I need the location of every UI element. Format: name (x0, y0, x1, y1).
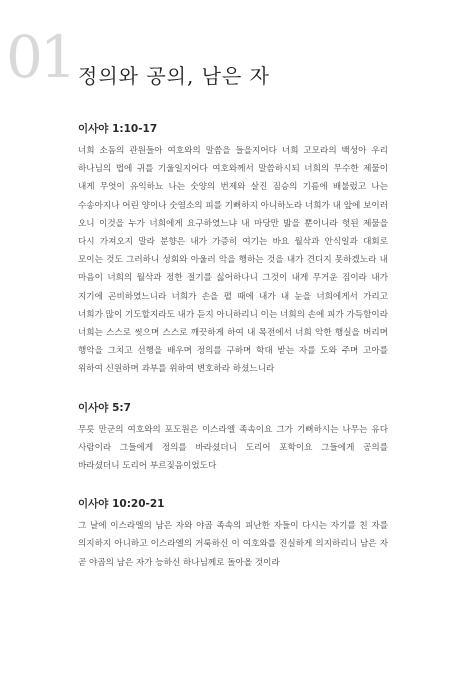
scripture-reference: 이사야 5:7 (78, 401, 131, 414)
scripture-passage: 무릇 만군의 여호와의 포도원은 이스라엘 족속이요 그가 기뻐하시는 나무는 유다 사람이라 그들에게 정의를 바라셨더니 도리어 포학이요 그들에게 공의를 바라셨더니 도리어 부르짖음이었도다 (78, 424, 388, 472)
scripture-reference: 이사야 10:20-21 (78, 498, 165, 511)
scripture-passage: 그 날에 이스라엘의 남은 자와 야곱 족속의 피난한 자들이 다시는 자기를 친 자를 의지하지 아니하고 이스라엘의 거룩하신 이 여호와를 진실하게 의지하리니 남은 자 곧 야곱의 남은 자가 능하신 하나님께로 돌아올 것이라 (78, 521, 388, 568)
chapter-number: 01 (6, 23, 74, 91)
scripture-reference: 이사야 1:10-17 (78, 123, 158, 135)
chapter-title: 정의와 공의, 남은 자 (78, 64, 270, 88)
scripture-content (78, 122, 388, 594)
scripture-section-isaiah-1 (78, 122, 388, 379)
scripture-section-isaiah-10 (78, 497, 388, 572)
scripture-passage: 너희 소돔의 관원들아 여호와의 말씀을 들을지어다 너희 고모라의 백성아 우리 하나님의 법에 귀를 기울일지어다 여호와께서 말씀하시되 너희의 무수한 제물이 내게 무엇이 유익하뇨 나는 숫양의 번제와 살진 짐승의 기름에 배불렀고 나는 수송아지나 어린 양이나 숫염소의 피를 기뻐하지 아니하노라 너희가 내 앞에 보이러 오니 이것을 누가 너희에게 요구하였느냐 내 마당만 밟을 뿐이니라 헛된 제물을 다시 가져오지 말라 분향은 내가 가증히 여기는 바요 월삭과 안식일과 대회로 모이는 것도 그러하니 성회와 아울러 악을 행하는 것을 내가 견디지 못하겠노라 내 마음이 너희의 월삭과 정한 절기를 싫어하나니 그것이 내게 무거운 짐이라 내가 지기에 곤비하였느니라 너희가 손을 펼 때에 내가 내 눈을 너희에게서 가리고 너희가 많이 기도할지라도 내가 듣지 아니하리니 이는 너희의 손에 피가 가득함이라 너희는 스스로 씻으며 스스로 깨끗하게 하여 내 목전에서 너희 악한 행실을 버리며 행악을 그치고 선행을 배우며 정의를 구하며 학대 받는 자를 도와 주며 고아를 위하여 신원하며 과부를 위하여 변호하라 하셨느니라 (78, 146, 388, 375)
scripture-section-isaiah-5 (78, 401, 388, 476)
